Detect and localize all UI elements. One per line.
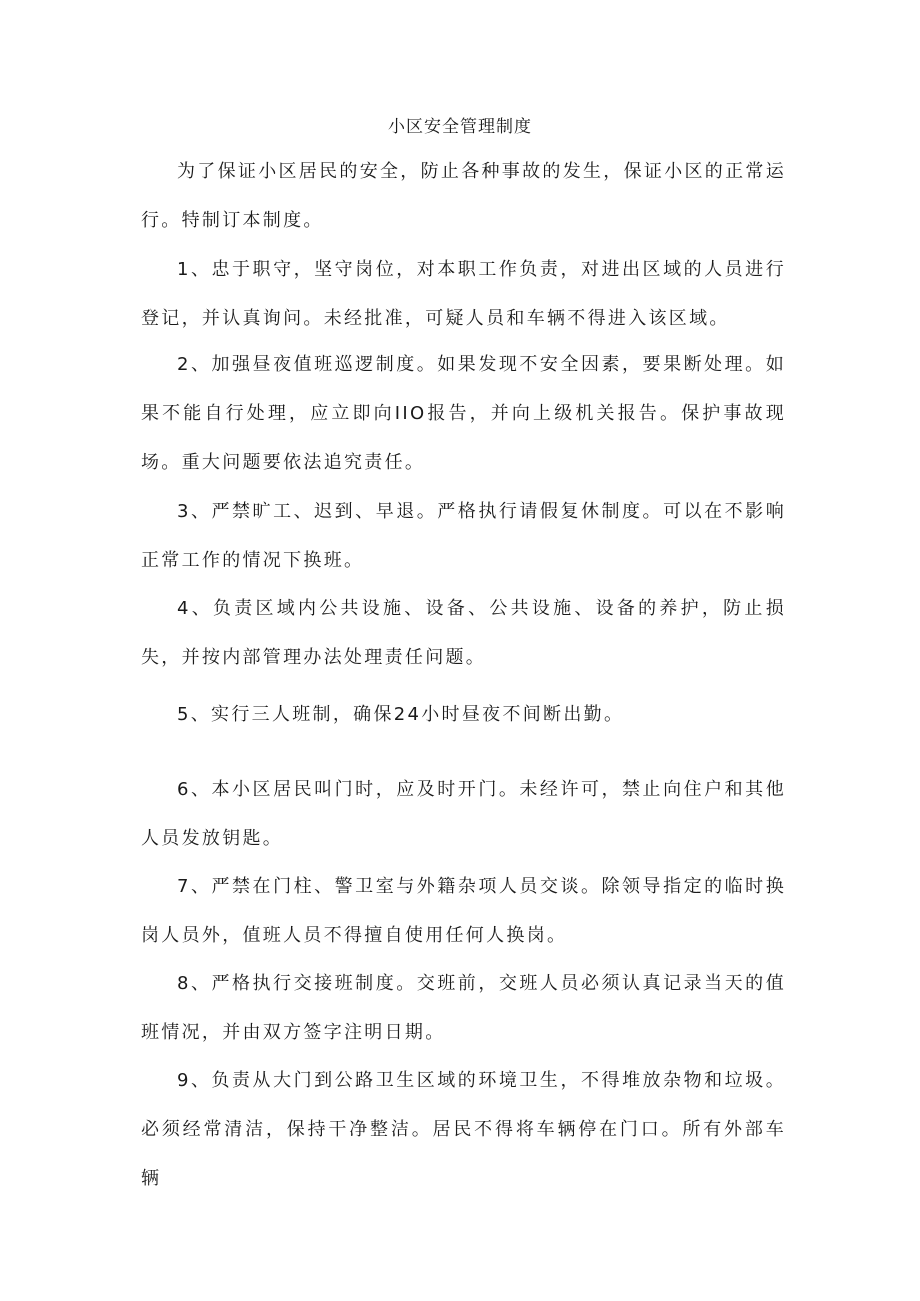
rule-item-5: 5、实行三人班制，确保24小时昼夜不间断出勤。: [177, 704, 625, 725]
rule-item-3: 3、严禁旷工、迟到、早退。严格执行请假复休制度。可以在不影响正常工作的情况下换班。: [141, 501, 786, 571]
rule-item-2: 2、加强昼夜值班巡逻制度。如果发现不安全因素，要果断处理。如果不能自行处理，应立即向IIO报告，并向上级机关报告。保护事故现场。重大问题要依法追究责任。: [141, 354, 786, 473]
rule-item-1: 1、忠于职守，坚守岗位，对本职工作负责，对进出区域的人员进行登记，并认真询问。未经批准，可疑人员和车辆不得进入该区域。: [141, 259, 786, 329]
rule-item-7: 7、严禁在门柱、警卫室与外籍杂项人员交谈。除领导指定的临时换岗人员外，值班人员不得擅自使用任何人换岗。: [141, 876, 786, 946]
rule-item-4: 4、负责区域内公共设施、设备、公共设施、设备的养护，防止损失，并按内部管理办法处理责任问题。: [141, 598, 786, 668]
rule-item-6: 6、本小区居民叫门时，应及时开门。未经许可，禁止向住户和其他人员发放钥匙。: [141, 779, 786, 849]
rule-item-9: 9、负责从大门到公路卫生区域的环境卫生，不得堆放杂物和垃圾。必须经常清洁，保持干净整洁。居民不得将车辆停在门口。所有外部车辆: [141, 1070, 786, 1189]
rule-item-8: 8、严格执行交接班制度。交班前，交班人员必须认真记录当天的值班情况，并由双方签字注明日期。: [141, 973, 786, 1043]
intro-paragraph: 为了保证小区居民的安全，防止各种事故的发生，保证小区的正常运行。特制订本制度。: [141, 161, 786, 231]
document-title: 小区安全管理制度: [388, 117, 532, 137]
